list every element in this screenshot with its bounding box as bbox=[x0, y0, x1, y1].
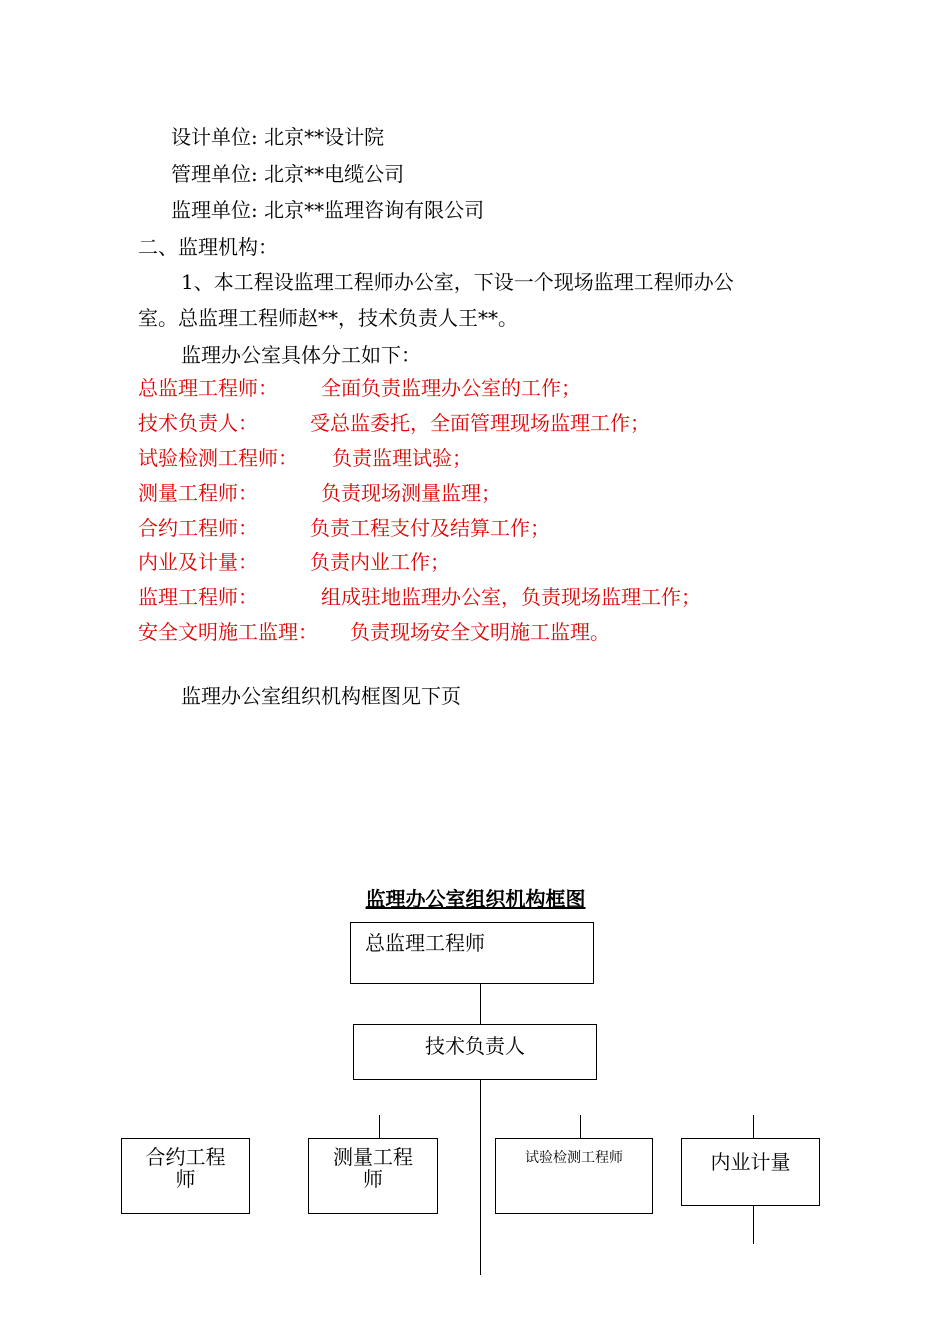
contract-engineer-label-line2: 师 bbox=[175, 1167, 196, 1191]
paragraph-line-2: 室。总监理工程师赵**，技术负责人王**。 bbox=[138, 306, 518, 330]
role-row-testing bbox=[138, 445, 838, 471]
connector-records bbox=[753, 1115, 754, 1138]
connector-chief-tech bbox=[480, 984, 481, 1024]
connector-testing bbox=[580, 1115, 581, 1138]
section-heading: 二、监理机构： bbox=[138, 235, 278, 259]
chief-engineer-label: 总监理工程师 bbox=[365, 931, 485, 955]
contract-engineer-box bbox=[121, 1138, 250, 1214]
management-unit-line: 管理单位: 北京**电缆公司 bbox=[171, 162, 405, 186]
connector-records-below bbox=[753, 1206, 754, 1244]
connector-survey bbox=[379, 1115, 380, 1138]
testing-engineer-box bbox=[495, 1138, 653, 1214]
connector-main-trunk bbox=[480, 1080, 481, 1275]
role-title: 合约工程师： bbox=[138, 516, 258, 540]
role-row-chief bbox=[138, 375, 838, 401]
see-next-page-note: 监理办公室组织机构框图见下页 bbox=[181, 684, 461, 708]
records-metering-label: 内业计量 bbox=[710, 1150, 791, 1174]
role-duty: 负责内业工作； bbox=[310, 550, 450, 574]
role-duty: 受总监委托，全面管理现场监理工作； bbox=[310, 411, 650, 435]
role-duty: 全面负责监理办公室的工作； bbox=[321, 376, 581, 400]
role-duty: 负责现场测量监理； bbox=[321, 481, 501, 505]
role-title: 安全文明施工监理： bbox=[138, 620, 318, 644]
paragraph-line-1: 1、本工程设监理工程师办公室，下设一个现场监理工程师办公 bbox=[181, 270, 734, 294]
role-duty: 负责监理试验； bbox=[332, 446, 472, 470]
role-row-safety bbox=[138, 619, 838, 645]
role-row-survey bbox=[138, 480, 838, 506]
testing-engineer-label: 试验检测工程师 bbox=[525, 1150, 623, 1166]
role-duty: 组成驻地监理办公室，负责现场监理工作； bbox=[321, 585, 701, 609]
tech-lead-box bbox=[353, 1024, 597, 1080]
supervision-unit-line: 监理单位: 北京**监理咨询有限公司 bbox=[171, 198, 485, 222]
survey-engineer-label-line1: 测量工程 bbox=[333, 1145, 413, 1169]
role-title: 技术负责人： bbox=[138, 411, 258, 435]
contract-engineer-label-line1: 合约工程 bbox=[145, 1145, 226, 1169]
role-title: 总监理工程师： bbox=[138, 376, 278, 400]
chief-engineer-box bbox=[350, 922, 594, 984]
org-chart-title: 监理办公室组织机构框图 bbox=[365, 887, 586, 911]
role-duty: 负责工程支付及结算工作； bbox=[310, 516, 550, 540]
role-duty: 负责现场安全文明施工监理。 bbox=[350, 620, 610, 644]
survey-engineer-label-line2: 师 bbox=[363, 1167, 383, 1191]
role-row-supervisor bbox=[138, 584, 838, 610]
role-title: 内业及计量： bbox=[138, 550, 258, 574]
survey-engineer-box bbox=[308, 1138, 438, 1214]
role-title: 试验检测工程师： bbox=[138, 446, 298, 470]
role-row-tech-lead bbox=[138, 410, 838, 436]
division-intro: 监理办公室具体分工如下： bbox=[181, 343, 421, 367]
records-metering-box bbox=[681, 1138, 820, 1206]
role-title: 监理工程师： bbox=[138, 585, 258, 609]
role-row-records bbox=[138, 549, 838, 575]
role-title: 测量工程师： bbox=[138, 481, 258, 505]
role-row-contract bbox=[138, 515, 838, 541]
design-unit-line: 设计单位: 北京**设计院 bbox=[171, 125, 385, 149]
tech-lead-label: 技术负责人 bbox=[425, 1034, 525, 1058]
